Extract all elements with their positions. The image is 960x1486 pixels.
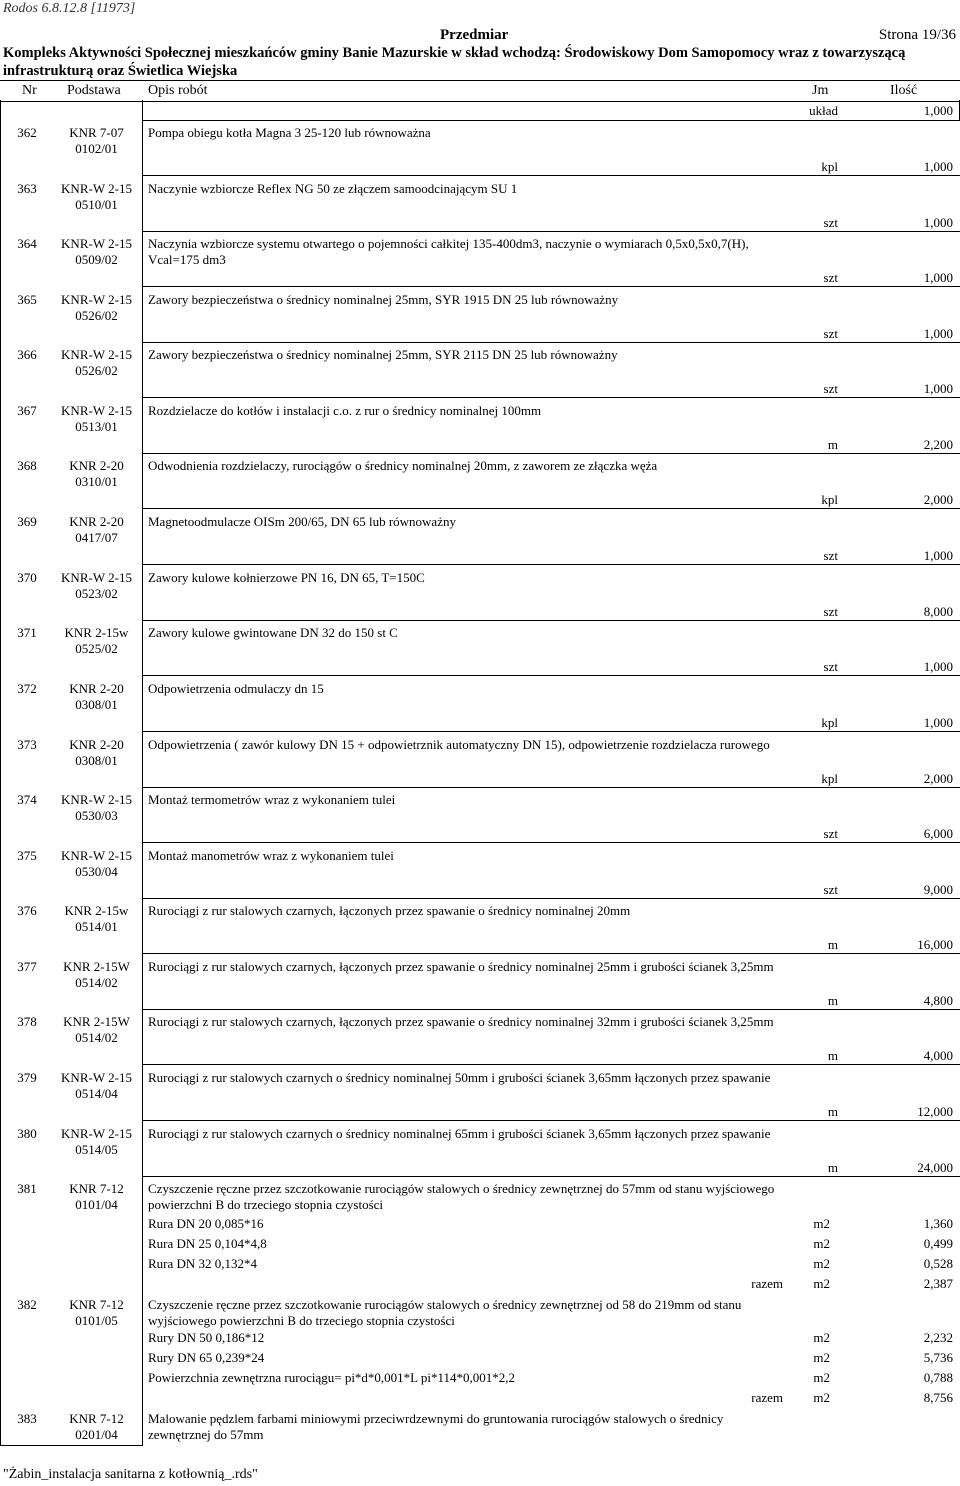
item-number: 364 <box>17 236 37 251</box>
item-quantity: 4,800 <box>923 993 953 1008</box>
basis-position: 0526/02 <box>75 363 118 378</box>
file-name: "Żabin_instalacja sanitarna z kotłownią_.rds" <box>3 1467 258 1482</box>
item-quantity: 1,000 <box>923 659 953 674</box>
item-number: 380 <box>17 1126 37 1141</box>
item-number: 362 <box>17 125 37 140</box>
grid-line <box>142 1009 960 1010</box>
calc-qty: 0,788 <box>923 1370 953 1385</box>
item-basis <box>52 1411 141 1443</box>
calc-line: Rura DN 20 0,085*16 <box>148 1216 264 1231</box>
calc-unit: m2 <box>813 1236 830 1251</box>
basis-position: 0102/01 <box>75 141 118 156</box>
item-unit: szt <box>823 215 838 230</box>
basis-catalog: KNR-W 2-15 <box>61 1070 132 1085</box>
item-number: 377 <box>17 959 37 974</box>
basis-position: 0308/01 <box>75 697 118 712</box>
grid-line <box>142 620 960 621</box>
basis-catalog: KNR-W 2-15 <box>61 848 132 863</box>
item-description: Czyszczenie ręczne przez szczotkowanie rurociągów stalowych o średnicy zewnętrznej od 58 do 219mm od stanu wyjściowego powierzchni B do trzeciego stopnia czystości <box>148 1297 742 1328</box>
basis-catalog: KNR-W 2-15 <box>61 792 132 807</box>
basis-position: 0530/04 <box>75 864 118 879</box>
basis-catalog: KNR-W 2-15 <box>61 570 132 585</box>
grid-line <box>142 508 960 509</box>
calc-line: Rura DN 32 0,132*4 <box>148 1256 258 1271</box>
item-description: Zawory bezpieczeństwa o średnicy nominalnej 25mm, SYR 1915 DN 25 lub równoważny <box>148 292 619 307</box>
item-basis <box>52 1014 141 1046</box>
grid-line <box>142 675 960 676</box>
item-unit: szt <box>823 826 838 841</box>
basis-position: 0510/01 <box>75 197 118 212</box>
item-quantity: 2,200 <box>923 437 953 452</box>
item-unit: kpl <box>821 771 838 786</box>
item-description: Zawory kulowe gwintowane DN 32 do 150 st C <box>148 625 398 640</box>
item-description: Pompa obiegu kotła Magna 3 25-120 lub równoważna <box>148 125 431 140</box>
grid-line <box>142 953 960 954</box>
basis-catalog: KNR 2-20 <box>69 737 124 752</box>
grid-line <box>142 397 960 398</box>
item-basis <box>52 1126 141 1158</box>
basis-position: 0417/07 <box>75 530 118 545</box>
item-basis <box>52 514 141 546</box>
item-unit: m <box>827 993 838 1008</box>
grid-line <box>142 1120 960 1121</box>
item-quantity: 1,000 <box>923 270 953 285</box>
item-number: 383 <box>17 1411 37 1426</box>
grid-line <box>142 342 960 343</box>
col-ilosc: Ilość <box>890 83 918 98</box>
grid-line <box>0 1445 142 1446</box>
calc-unit: m2 <box>813 1256 830 1271</box>
item-unit: m <box>827 437 838 452</box>
prev-unit: układ <box>809 103 838 118</box>
calc-unit: m2 <box>813 1370 830 1385</box>
item-quantity: 1,000 <box>923 326 953 341</box>
basis-position: 0101/04 <box>75 1197 118 1212</box>
basis-catalog: KNR 7-12 <box>69 1181 124 1196</box>
basis-position: 0526/02 <box>75 308 118 323</box>
item-number: 365 <box>17 292 37 307</box>
item-number: 379 <box>17 1070 37 1085</box>
item-unit: kpl <box>821 715 838 730</box>
item-description: Odpowietrzenia odmulaczy dn 15 <box>148 681 324 696</box>
total-qty: 2,387 <box>923 1276 953 1291</box>
calc-line: Powierzchnia zewnętrzna rurociągu= pi*d*0,001*L pi*114*0,001*2,2 <box>148 1370 516 1385</box>
col-nr: Nr <box>22 83 37 98</box>
basis-catalog: KNR-W 2-15 <box>61 347 132 362</box>
basis-position: 0101/05 <box>75 1313 118 1328</box>
item-description: Rurociągi z rur stalowych czarnych, łączonych przez spawanie o średnicy nominalnej 32mm i grubości ścianek 3,25mm <box>148 1014 774 1029</box>
item-quantity: 16,000 <box>917 937 953 952</box>
item-quantity: 24,000 <box>917 1160 953 1175</box>
grid-line <box>142 453 960 454</box>
basis-position: 0530/03 <box>75 808 118 823</box>
basis-position: 0509/02 <box>75 252 118 267</box>
table-header <box>0 80 960 102</box>
item-basis <box>52 737 141 769</box>
item-number: 369 <box>17 514 37 529</box>
item-description: Montaż termometrów wraz z wykonaniem tulei <box>148 792 396 807</box>
item-quantity: 8,000 <box>923 604 953 619</box>
item-unit: m <box>827 1048 838 1063</box>
item-unit: szt <box>823 659 838 674</box>
item-number: 366 <box>17 347 37 362</box>
item-basis <box>52 458 141 490</box>
item-quantity: 2,000 <box>923 771 953 786</box>
item-number: 378 <box>17 1014 37 1029</box>
item-description: Naczynie wzbiorcze Reflex NG 50 ze złączem samoodcinającym SU 1 <box>148 181 518 196</box>
item-basis <box>52 625 141 657</box>
item-unit: szt <box>823 604 838 619</box>
basis-catalog: KNR 2-20 <box>69 458 124 473</box>
item-unit: m <box>827 1160 838 1175</box>
item-basis <box>52 848 141 880</box>
item-basis <box>52 1070 141 1102</box>
item-basis <box>52 959 141 991</box>
basis-catalog: KNR-W 2-15 <box>61 292 132 307</box>
item-unit: kpl <box>821 159 838 174</box>
item-quantity: 9,000 <box>923 882 953 897</box>
col-opis: Opis robót <box>148 83 208 98</box>
item-unit: kpl <box>821 492 838 507</box>
item-number: 374 <box>17 792 37 807</box>
item-quantity: 2,000 <box>923 492 953 507</box>
item-unit: szt <box>823 270 838 285</box>
total-unit: m2 <box>813 1390 830 1405</box>
grid-line <box>142 1064 960 1065</box>
item-unit: m <box>827 1104 838 1119</box>
basis-catalog: KNR-W 2-15 <box>61 403 132 418</box>
item-description: Odwodnienia rozdzielaczy, rurociągów o średnicy nominalnej 20mm, z zaworem ze złączka węża <box>148 458 658 473</box>
prev-qty: 1,000 <box>923 103 953 118</box>
item-number: 373 <box>17 737 37 752</box>
grid-line <box>142 842 960 843</box>
basis-position: 0514/02 <box>75 1030 118 1045</box>
item-basis <box>52 236 141 268</box>
basis-catalog: KNR 7-12 <box>69 1411 124 1426</box>
item-description: Rurociągi z rur stalowych czarnych, łączonych przez spawanie o średnicy nominalnej 20mm <box>148 903 631 918</box>
item-quantity: 1,000 <box>923 548 953 563</box>
basis-position: 0514/02 <box>75 975 118 990</box>
item-basis <box>52 681 141 713</box>
calc-qty: 5,736 <box>923 1350 953 1365</box>
grid-line <box>142 564 960 565</box>
total-unit: m2 <box>813 1276 830 1291</box>
basis-position: 0514/04 <box>75 1086 118 1101</box>
calc-qty: 2,232 <box>923 1330 953 1345</box>
basis-catalog: KNR 2-15W <box>63 959 130 974</box>
basis-catalog: KNR 2-15w <box>64 625 129 640</box>
item-unit: szt <box>823 882 838 897</box>
item-quantity: 1,000 <box>923 381 953 396</box>
item-basis <box>52 403 141 435</box>
basis-catalog: KNR 7-12 <box>69 1297 124 1312</box>
col-podstawa: Podstawa <box>67 83 121 98</box>
basis-catalog: KNR-W 2-15 <box>61 1126 132 1141</box>
item-basis <box>52 347 141 379</box>
item-basis <box>52 1297 141 1329</box>
item-quantity: 1,000 <box>923 715 953 730</box>
basis-position: 0514/01 <box>75 919 118 934</box>
project-name: Kompleks Aktywności Społecznej mieszkańców gminy Banie Mazurskie w skład wchodzą: Środowiskowy Dom Samopomocy wraz z towarzyszącą infrastrukturą oraz Świetlica Wiejska <box>3 45 906 79</box>
item-quantity: 1,000 <box>923 215 953 230</box>
item-description: Zawory kulowe kołnierzowe PN 16, DN 65, T=150C <box>148 570 425 585</box>
item-basis <box>52 292 141 324</box>
page-number: Strona 19/36 <box>878 27 956 43</box>
calc-unit: m2 <box>813 1350 830 1365</box>
grid-line <box>142 120 960 121</box>
item-number: 381 <box>17 1181 37 1196</box>
basis-catalog: KNR-W 2-15 <box>61 181 132 196</box>
item-unit: szt <box>823 548 838 563</box>
basis-position: 0525/02 <box>75 641 118 656</box>
basis-catalog: KNR 7-07 <box>69 125 124 140</box>
item-description: Magnetoodmulacze OISm 200/65, DN 65 lub równoważny <box>148 514 456 529</box>
grid-line <box>0 100 1 1446</box>
item-number: 371 <box>17 625 37 640</box>
basis-position: 0201/04 <box>75 1427 118 1442</box>
item-description: Czyszczenie ręczne przez szczotkowanie rurociągów stalowych o średnicy zewnętrznej do 57mm od stanu wyjściowego powierzchni B do trzeciego stopnia czystości <box>148 1181 775 1212</box>
item-description: Rurociągi z rur stalowych czarnych, łączonych przez spawanie o średnicy nominalnej 25mm i grubości ścianek 3,25mm <box>148 959 774 974</box>
document-title: Przedmiar <box>440 27 509 43</box>
item-quantity: 1,000 <box>923 159 953 174</box>
calc-line: Rury DN 50 0,186*12 <box>148 1330 265 1345</box>
grid-line <box>142 100 143 1446</box>
item-number: 382 <box>17 1297 37 1312</box>
item-description: Naczynia wzbiorcze systemu otwartego o pojemności całkitej 135-400dm3, naczynie o wymiarach 0,5x0,5x0,7(H), Vcal=175 dm3 <box>148 236 749 267</box>
basis-position: 0523/02 <box>75 586 118 601</box>
calc-unit: m2 <box>813 1216 830 1231</box>
item-quantity: 6,000 <box>923 826 953 841</box>
item-description: Montaż manometrów wraz z wykonaniem tulei <box>148 848 394 863</box>
item-unit: szt <box>823 326 838 341</box>
grid-line <box>142 231 960 232</box>
basis-position: 0513/01 <box>75 419 118 434</box>
basis-catalog: KNR 2-15W <box>63 1014 130 1029</box>
basis-catalog: KNR 2-15w <box>64 903 129 918</box>
basis-position: 0308/01 <box>75 753 118 768</box>
basis-catalog: KNR 2-20 <box>69 514 124 529</box>
basis-catalog: KNR 2-20 <box>69 681 124 696</box>
calc-line: Rury DN 65 0,239*24 <box>148 1350 265 1365</box>
item-description: Zawory bezpieczeństwa o średnicy nominalnej 25mm, SYR 2115 DN 25 lub równoważny <box>148 347 618 362</box>
item-quantity: 4,000 <box>923 1048 953 1063</box>
item-basis <box>52 792 141 824</box>
item-basis <box>52 1181 141 1213</box>
grid-line <box>142 898 960 899</box>
item-basis <box>52 181 141 213</box>
basis-position: 0310/01 <box>75 474 118 489</box>
item-number: 372 <box>17 681 37 696</box>
total-label: razem <box>751 1390 783 1405</box>
total-qty: 8,756 <box>923 1390 953 1405</box>
calc-qty: 0,528 <box>923 1256 953 1271</box>
item-basis <box>52 570 141 602</box>
calc-unit: m2 <box>813 1330 830 1345</box>
item-basis <box>52 125 141 157</box>
item-number: 367 <box>17 403 37 418</box>
item-description: Malowanie pędzlem farbami miniowymi przeciwrdzewnymi do gruntowania rurociągów stalowych o średnicy zewnętrznej do 57mm <box>148 1411 724 1442</box>
grid-line <box>142 787 960 788</box>
basis-position: 0514/05 <box>75 1142 118 1157</box>
item-unit: m <box>827 937 838 952</box>
calc-qty: 1,360 <box>923 1216 953 1231</box>
item-unit: szt <box>823 381 838 396</box>
item-number: 368 <box>17 458 37 473</box>
basis-catalog: KNR-W 2-15 <box>61 236 132 251</box>
item-number: 363 <box>17 181 37 196</box>
item-description: Rurociągi z rur stalowych czarnych o średnicy nominalnej 65mm i grubości ścianek 3,65mm łączonych przez spawanie <box>148 1126 771 1141</box>
grid-line <box>142 175 960 176</box>
calc-line: Rura DN 25 0,104*4,8 <box>148 1236 267 1251</box>
grid-line <box>142 731 960 732</box>
total-label: razem <box>751 1276 783 1291</box>
item-description: Rozdzielacze do kotłów i instalacji c.o. z rur o średnicy nominalnej 100mm <box>148 403 542 418</box>
item-number: 375 <box>17 848 37 863</box>
item-quantity: 12,000 <box>917 1104 953 1119</box>
item-basis <box>52 903 141 935</box>
program-version: Rodos 6.8.12.8 [11973] <box>3 1 136 16</box>
calc-qty: 0,499 <box>923 1236 953 1251</box>
item-description: Odpowietrzenia ( zawór kulowy DN 15 + odpowietrznik automatyczny DN 15), odpowietrzenie rozdzielacza rurowego <box>148 737 770 752</box>
col-jm: Jm <box>812 83 829 98</box>
grid-line <box>142 286 960 287</box>
item-description: Rurociągi z rur stalowych czarnych o średnicy nominalnej 50mm i grubości ścianek 3,65mm łączonych przez spawanie <box>148 1070 771 1085</box>
item-number: 376 <box>17 903 37 918</box>
item-number: 370 <box>17 570 37 585</box>
grid-line <box>142 1176 960 1177</box>
